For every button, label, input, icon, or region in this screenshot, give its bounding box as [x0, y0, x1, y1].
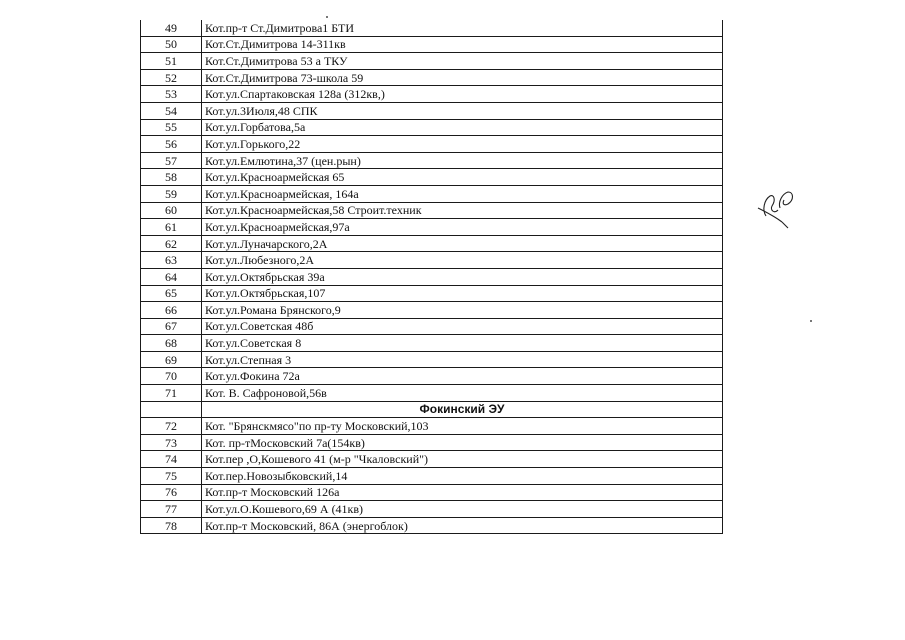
row-number: 68: [141, 335, 202, 352]
row-number: 61: [141, 219, 202, 236]
boiler-address: Кот.пер ,О,Кошевого 41 (м-р "Чкаловский"): [202, 451, 723, 468]
table-row: [141, 285, 723, 302]
row-number: 69: [141, 351, 202, 368]
row-number: 70: [141, 368, 202, 385]
table-row: [141, 368, 723, 385]
row-number: 74: [141, 451, 202, 468]
boiler-address: Кот.ул.Советская 48б: [202, 318, 723, 335]
boiler-address: Кот.ул.Красноармейская 65: [202, 169, 723, 186]
row-number: 51: [141, 53, 202, 70]
row-number: 57: [141, 152, 202, 169]
boiler-address: Кот.ул.3Июля,48 СПК: [202, 102, 723, 119]
row-number-empty: [141, 401, 202, 418]
boiler-address: Кот.пер.Новозыбковский,14: [202, 468, 723, 485]
row-number: 60: [141, 202, 202, 219]
table-row: [141, 102, 723, 119]
boiler-address: Кот.ул.Советская 8: [202, 335, 723, 352]
table-row: [141, 434, 723, 451]
row-number: 75: [141, 468, 202, 485]
handwritten-signature: [752, 186, 800, 234]
row-number: 76: [141, 484, 202, 501]
table-row: [141, 119, 723, 136]
section-row: [141, 401, 723, 418]
row-number: 78: [141, 517, 202, 534]
row-number: 54: [141, 102, 202, 119]
boiler-address: Кот. В. Сафроновой,56в: [202, 385, 723, 402]
table-row: [141, 335, 723, 352]
boiler-address: Кот.ул.Красноармейская, 164а: [202, 185, 723, 202]
table-row: [141, 136, 723, 153]
table-row: [141, 86, 723, 103]
boiler-address: Кот.ул.Красноармейская,97а: [202, 219, 723, 236]
table-row: [141, 451, 723, 468]
table-row: [141, 468, 723, 485]
table-row: [141, 418, 723, 435]
boiler-address: Кот.Ст.Димитрова 53 а ТКУ: [202, 53, 723, 70]
boiler-address: Кот.ул.Луначарского,2А: [202, 235, 723, 252]
table-row: [141, 36, 723, 53]
row-number: 62: [141, 235, 202, 252]
row-number: 52: [141, 69, 202, 86]
row-number: 67: [141, 318, 202, 335]
row-number: 56: [141, 136, 202, 153]
row-number: 65: [141, 285, 202, 302]
row-number: 63: [141, 252, 202, 269]
table-row: [141, 202, 723, 219]
scan-speck: [810, 320, 812, 322]
boiler-address: Кот.ул.Романа Брянского,9: [202, 302, 723, 319]
boiler-address: Кот. пр-тМосковский 7а(154кв): [202, 434, 723, 451]
scan-speck: [326, 16, 328, 18]
boiler-list-table: [140, 20, 723, 534]
boiler-address: Кот. "Брянскмясо"по пр-ту Московский,103: [202, 418, 723, 435]
boiler-address: Кот.ул.Спартаковская 128а (312кв,): [202, 86, 723, 103]
row-number: 58: [141, 169, 202, 186]
table-row: [141, 152, 723, 169]
table-body: [141, 20, 723, 534]
table-row: [141, 185, 723, 202]
table-row: [141, 302, 723, 319]
row-number: 55: [141, 119, 202, 136]
boiler-address: Кот.ул.Любезного,2А: [202, 252, 723, 269]
table-row: [141, 235, 723, 252]
table-row: [141, 501, 723, 518]
boiler-address: Кот.пр-т Московский, 86А (энергоблок): [202, 517, 723, 534]
table-row: [141, 20, 723, 36]
boiler-address: Кот.Ст.Димитрова 73-школа 59: [202, 69, 723, 86]
table-row: [141, 268, 723, 285]
row-number: 53: [141, 86, 202, 103]
boiler-address: Кот.ул.Степная 3: [202, 351, 723, 368]
row-number: 50: [141, 36, 202, 53]
row-number: 66: [141, 302, 202, 319]
boiler-address: Кот.ул.Емлютина,37 (цен.рын): [202, 152, 723, 169]
boiler-address: Кот.пр-т Московский 126а: [202, 484, 723, 501]
row-number: 59: [141, 185, 202, 202]
boiler-address: Кот.ул.Горбатова,5а: [202, 119, 723, 136]
row-number: 64: [141, 268, 202, 285]
boiler-address: Кот.ул.Горького,22: [202, 136, 723, 153]
boiler-address: Кот.ул.Красноармейская,58 Строит.техник: [202, 202, 723, 219]
table-row: [141, 53, 723, 70]
row-number: 49: [141, 20, 202, 36]
boiler-address: Кот.Ст.Димитрова 14-311кв: [202, 36, 723, 53]
table-row: [141, 69, 723, 86]
boiler-address: Кот.ул.Фокина 72а: [202, 368, 723, 385]
boiler-address: Кот.пр-т Ст.Димитрова1 БТИ: [202, 20, 723, 36]
section-heading: Фокинский ЭУ: [202, 401, 723, 418]
row-number: 73: [141, 434, 202, 451]
boiler-address: Кот.ул.О.Кошевого,69 А (41кв): [202, 501, 723, 518]
table-row: [141, 252, 723, 269]
row-number: 72: [141, 418, 202, 435]
table-row: [141, 385, 723, 402]
row-number: 77: [141, 501, 202, 518]
table-row: [141, 484, 723, 501]
table-row: [141, 517, 723, 534]
table-row: [141, 351, 723, 368]
table-row: [141, 219, 723, 236]
row-number: 71: [141, 385, 202, 402]
boiler-address: Кот.ул.Октябрьская,107: [202, 285, 723, 302]
table-row: [141, 169, 723, 186]
table-row: [141, 318, 723, 335]
boiler-address: Кот.ул.Октябрьская 39а: [202, 268, 723, 285]
